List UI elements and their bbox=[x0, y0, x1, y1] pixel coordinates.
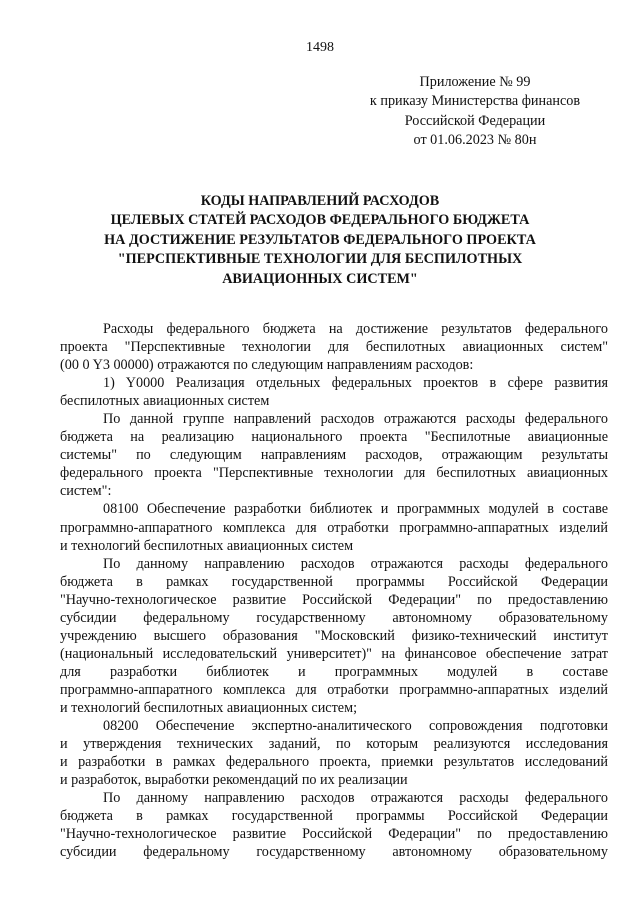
body-line: 08200 Обеспечение экспертно-аналитического сопровождения подготовки bbox=[103, 718, 608, 735]
body-line: "Научно-технологическое развитие Российской Федерации" по предоставлению bbox=[60, 591, 608, 608]
document-body bbox=[60, 320, 608, 861]
body-line: систем": bbox=[60, 483, 112, 500]
body-line: для разработки библиотек и программных модулей в составе bbox=[60, 663, 608, 680]
body-line: бюджета на реализацию национального проекта "Беспилотные авиационные bbox=[60, 429, 608, 446]
body-line: федерального проекта "Перспективные технологии для беспилотных авиационных bbox=[60, 465, 608, 482]
body-line: "Научно-технологическое развитие Российской Федерации" по предоставлению bbox=[60, 826, 608, 843]
body-line: и утверждения технических заданий, по которым реализуются исследования bbox=[60, 736, 608, 753]
appendix-line: Приложение № 99 bbox=[419, 74, 531, 90]
body-line: 1) Y0000 Реализация отдельных федеральных проектов в сфере развития bbox=[103, 375, 608, 392]
title-line: "ПЕРСПЕКТИВНЫЕ ТЕХНОЛОГИИ ДЛЯ БЕСПИЛОТНЫХ bbox=[117, 251, 523, 268]
title-line: ЦЕЛЕВЫХ СТАТЕЙ РАСХОДОВ ФЕДЕРАЛЬНОГО БЮДЖЕТА bbox=[110, 212, 530, 229]
body-line: системы" по следующим направлениям расходов, отражающим результаты bbox=[60, 447, 608, 464]
body-line: и разработки в рамках федерального проекта, приемки результатов исследований bbox=[60, 754, 608, 771]
body-line: беспилотных авиационных систем bbox=[60, 393, 270, 410]
appendix-line: от 01.06.2023 № 80н bbox=[413, 131, 537, 148]
document-title bbox=[60, 192, 580, 289]
body-line: программно-аппаратного комплекса для отработки программно-аппаратных изделий bbox=[60, 519, 608, 536]
body-line: По данному направлению расходов отражаются расходы федерального bbox=[103, 790, 608, 807]
page-number: 1498 bbox=[306, 40, 334, 55]
appendix-block bbox=[340, 73, 610, 150]
body-line: учреждению высшего образования "Московский физико-технический институт bbox=[60, 627, 608, 644]
title-line: НА ДОСТИЖЕНИЕ РЕЗУЛЬТАТОВ ФЕДЕРАЛЬНОГО ПРОЕКТА bbox=[104, 231, 536, 248]
body-line: субсидии федеральному государственному автономному образовательному bbox=[60, 609, 608, 626]
body-line: субсидии федеральному государственному автономному образовательному bbox=[60, 844, 608, 861]
body-line: проекта "Перспективные технологии для беспилотных авиационных систем" bbox=[60, 339, 608, 356]
body-line: 08100 Обеспечение разработки библиотек и программных модулей в составе bbox=[103, 501, 608, 518]
title-line: АВИАЦИОННЫХ СИСТЕМ" bbox=[222, 270, 418, 287]
appendix-line: к приказу Министерства финансов bbox=[369, 93, 581, 110]
body-line: (00 0 Y3 00000) отражаются по следующим направлениям расходов: bbox=[60, 357, 474, 374]
body-line: и разработок, выработки рекомендаций по их реализации bbox=[60, 772, 408, 789]
appendix-line: Российской Федерации bbox=[404, 112, 546, 129]
body-line: бюджета в рамках государственной программы Российской Федерации bbox=[60, 808, 608, 825]
body-line: бюджета в рамках государственной программы Российской Федерации bbox=[60, 573, 608, 590]
body-line: программно-аппаратного комплекса для отработки программно-аппаратных изделий bbox=[60, 681, 608, 698]
body-line: и технологий беспилотных авиационных систем; bbox=[60, 699, 358, 716]
body-line: По данной группе направлений расходов отражаются расходы федерального bbox=[103, 411, 608, 428]
body-line: (национальный исследовательский университет)" на финансовое обеспечение затрат bbox=[60, 645, 608, 662]
body-line: Расходы федерального бюджета на достижение результатов федерального bbox=[103, 321, 608, 337]
body-line: По данному направлению расходов отражаются расходы федерального bbox=[103, 555, 608, 572]
title-line: КОДЫ НАПРАВЛЕНИЙ РАСХОДОВ bbox=[200, 193, 440, 209]
body-line: и технологий беспилотных авиационных систем bbox=[60, 537, 354, 554]
